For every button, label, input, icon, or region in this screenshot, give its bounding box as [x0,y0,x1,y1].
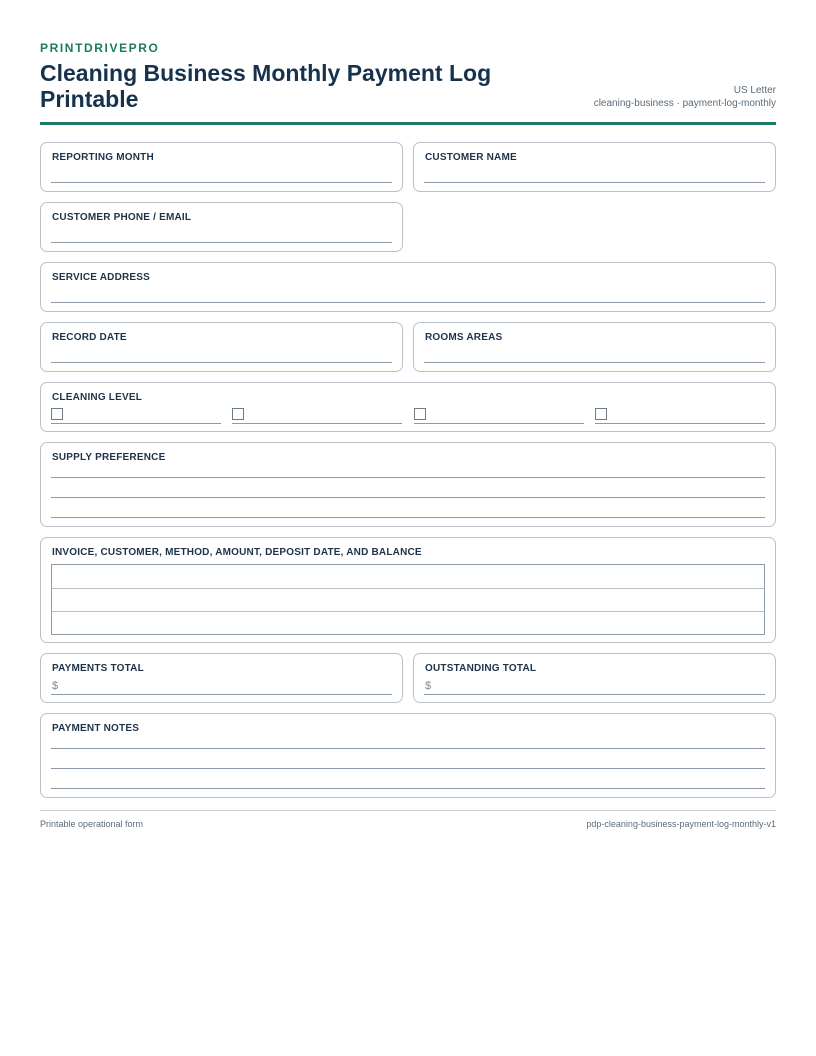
reporting-month-field [40,142,403,192]
cleaning-level-option-1-line[interactable] [51,423,221,424]
outstanding-total-field [413,653,776,703]
cleaning-level-checkbox-3[interactable] [414,408,426,420]
payment-table[interactable] [51,564,765,635]
cleaning-level-checkbox-1[interactable] [51,408,63,420]
payment-notes-field [40,713,776,798]
payment-notes-line-1[interactable] [51,748,765,749]
payments-total-currency: $ [52,680,59,692]
reporting-month-label: REPORTING MONTH [52,152,154,163]
rooms-areas-input[interactable] [424,362,765,363]
customer-contact-label: CUSTOMER PHONE / EMAIL [52,212,192,223]
payment-table-section [40,537,776,643]
service-address-field [40,262,776,312]
supply-preference-line-1[interactable] [51,477,765,478]
brand-name: PRINTDRIVEPRO [40,41,160,55]
customer-name-input[interactable] [424,182,765,183]
rooms-areas-field [413,322,776,372]
cleaning-level-option-3-line[interactable] [414,423,584,424]
payments-total-field [40,653,403,703]
footer-form-id: pdp-cleaning-business-payment-log-monthly-v1 [586,819,776,829]
table-row-divider-2 [52,611,764,612]
cleaning-level-field [40,382,776,432]
record-date-input[interactable] [51,362,392,363]
paper-size: US Letter [733,85,776,96]
cleaning-level-option-4-line[interactable] [595,423,765,424]
customer-contact-input[interactable] [51,242,392,243]
outstanding-total-label: OUTSTANDING TOTAL [425,663,537,674]
record-date-label: RECORD DATE [52,332,127,343]
supply-preference-label: SUPPLY PREFERENCE [52,452,166,463]
header-divider [40,122,776,125]
table-row-divider-1 [52,588,764,589]
outstanding-total-input[interactable] [424,694,765,695]
footer-left-text: Printable operational form [40,819,144,829]
rooms-areas-label: ROOMS AREAS [425,332,503,343]
service-address-label: SERVICE ADDRESS [52,272,151,283]
customer-contact-field [40,202,403,252]
payment-notes-line-3[interactable] [51,788,765,789]
customer-name-field [413,142,776,192]
page-meta [594,84,776,110]
supply-preference-line-2[interactable] [51,497,765,498]
form-page [40,0,776,1056]
customer-name-label: CUSTOMER NAME [425,152,517,163]
cleaning-level-option-2-line[interactable] [232,423,402,424]
payment-table-label: INVOICE, CUSTOMER, METHOD, AMOUNT, DEPOSIT DATE, AND BALANCE [52,547,422,558]
cleaning-level-checkbox-4[interactable] [595,408,607,420]
supply-preference-line-3[interactable] [51,517,765,518]
payments-total-input[interactable] [51,694,392,695]
cleaning-level-label: CLEANING LEVEL [52,392,143,403]
footer-divider [40,810,776,811]
payment-notes-label: PAYMENT NOTES [52,723,140,734]
payment-notes-line-2[interactable] [51,768,765,769]
reporting-month-input[interactable] [51,182,392,183]
form-tags: cleaning-business · payment-log-monthly [593,98,776,109]
cleaning-level-checkbox-2[interactable] [232,408,244,420]
outstanding-total-currency: $ [425,680,432,692]
record-date-field [40,322,403,372]
service-address-input[interactable] [51,302,765,303]
page-title: Cleaning Business Monthly Payment Log Printable [40,60,492,112]
payments-total-label: PAYMENTS TOTAL [52,663,144,674]
supply-preference-field [40,442,776,527]
